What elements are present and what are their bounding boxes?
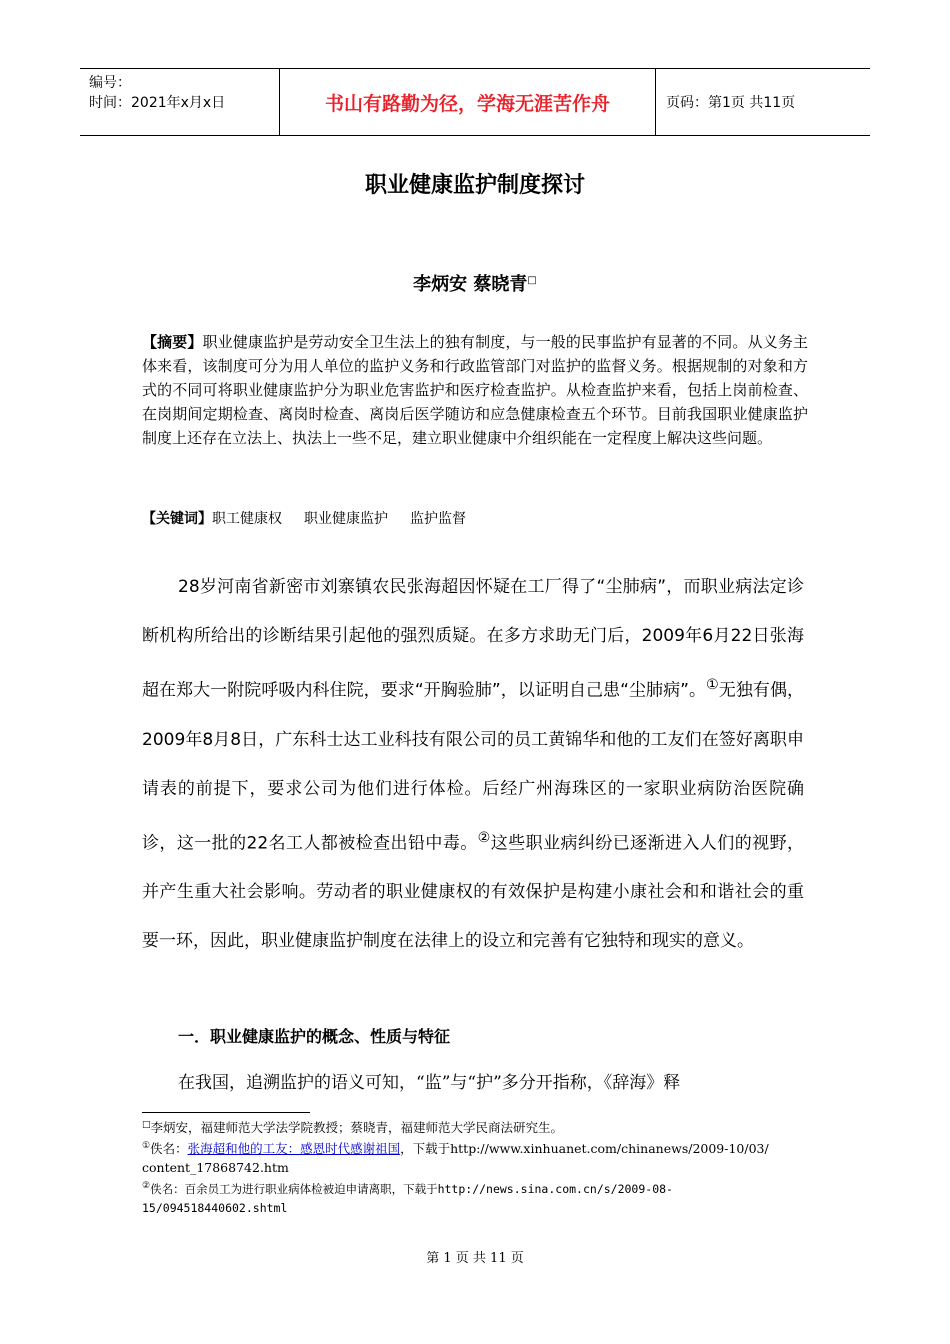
continuation-text: 在我国，追溯监护的语义可知，“监”与“护”多分开指称，《辞海》释 — [178, 1073, 681, 1093]
footnote-1-prefix: 佚名： — [150, 1141, 188, 1157]
footnote-1 — [142, 1137, 804, 1158]
footnote-ref-2: ② — [477, 829, 491, 846]
footnote-1-link[interactable]: 张海超和他的工友：感恩时代感谢祖国 — [187, 1141, 401, 1157]
footnote-ref-1: ① — [706, 677, 719, 693]
author-footnote-mark: □ — [527, 275, 537, 286]
header-date: 时间：2021年x月x日 — [89, 95, 226, 111]
keyword: 职工健康权 — [212, 511, 282, 527]
body-part-3: 这些职业病纠纷已逐渐进入人们的视野，并产生重大社会影响。劳动者的职业健康权的有效保护是构建小康社会和和谐社会的重要一环，因此，职业健康监护制度在法律上的设立和完善有它独特和现实的意义。 — [142, 833, 804, 952]
document-title: 职业健康监护制度探讨 — [364, 173, 585, 198]
footnote-mark-1: ① — [142, 1141, 151, 1152]
keywords-label: 【关键词】 — [142, 511, 212, 527]
keyword: 监护监督 — [410, 511, 466, 527]
document-header — [80, 68, 870, 136]
abstract-text: 职业健康监护是劳动安全卫生法上的独有制度，与一般的民事监护有显著的不同。从义务主体来看，该制度可分为用人单位的监护义务和行政监管部门对监护的监督义务。根据规制的对象和方式的不同可将职业健康监护分为职业危害监护和医疗检查监护。从检查监护来看，包括上岗前检查、在岗期间定期检查、离岗时检查、离岗后医学随访和应急健康检查五个环节。目前我国职业健康监护制度上还存在立法上、执法上一些不足，建立职业健康中介组织能在一定程度上解决这些问题。 — [142, 333, 808, 447]
footnote-1-line2: content_17868742.htm — [142, 1160, 289, 1176]
body-paragraph — [142, 563, 804, 966]
section-heading: 一．职业健康监护的概念、性质与特征 — [178, 1027, 451, 1046]
body-part-1: 28岁河南省新密市刘寨镇农民张海超因怀疑在工厂得了“尘肺病”，而职业病法定诊断机构所给出的诊断结果引起他的强烈质疑。在多方求助无门后，2009年6月22日张海超在郑大一附院呼吸内科住院，要求“开胸验肺”，以证明自己患“尘肺病”。 — [142, 577, 804, 701]
body-part-2: 无独有偶，2009年8月8日，广东科士达工业科技有限公司的员工黄锦华和他的工友们在签好离职申请表的前提下，要求公司为他们进行体检。后经广州海珠区的一家职业病防治医院确诊，这一批的22名工人都被检查出铅中毒。 — [142, 680, 805, 854]
authors-line — [0, 270, 950, 296]
footnote-2-text: 佚名：百余员工为进行职业病体检被迫申请离职，下载于http://news.sina.com.cn/s/2009-08- — [150, 1182, 673, 1197]
footnote-mark-0: □ — [142, 1120, 151, 1130]
keyword: 职业健康监护 — [304, 511, 388, 527]
abstract — [142, 330, 808, 450]
footnotes — [142, 1116, 804, 1218]
footnote-0 — [142, 1116, 804, 1137]
authors: 李炳安 蔡晓青 — [413, 274, 528, 295]
header-motto: 书山有路勤为径，学海无涯苦作舟 — [280, 69, 656, 135]
footnote-0-text: 李炳安，福建师范大学法学院教授；蔡晓青，福建师范大学民商法研究生。 — [150, 1120, 564, 1136]
header-page-info: 页码：第1页 共11页 — [666, 95, 796, 111]
footnote-1-suffix: ，下载于http://www.xinhuanet.com/chinanews/2009-10/03/ — [400, 1141, 769, 1157]
footnote-2-line2: 15/094518440602.shtml — [142, 1201, 288, 1216]
page-footer: 第 1 页 共 11 页 — [426, 1251, 524, 1266]
header-meta — [80, 69, 280, 135]
abstract-label: 【摘要】 — [142, 333, 203, 351]
keywords — [142, 508, 488, 530]
footnote-mark-2: ② — [142, 1181, 151, 1192]
footnote-2 — [142, 1177, 804, 1199]
header-number: 编号： — [89, 75, 131, 91]
footnote-divider — [142, 1112, 310, 1113]
